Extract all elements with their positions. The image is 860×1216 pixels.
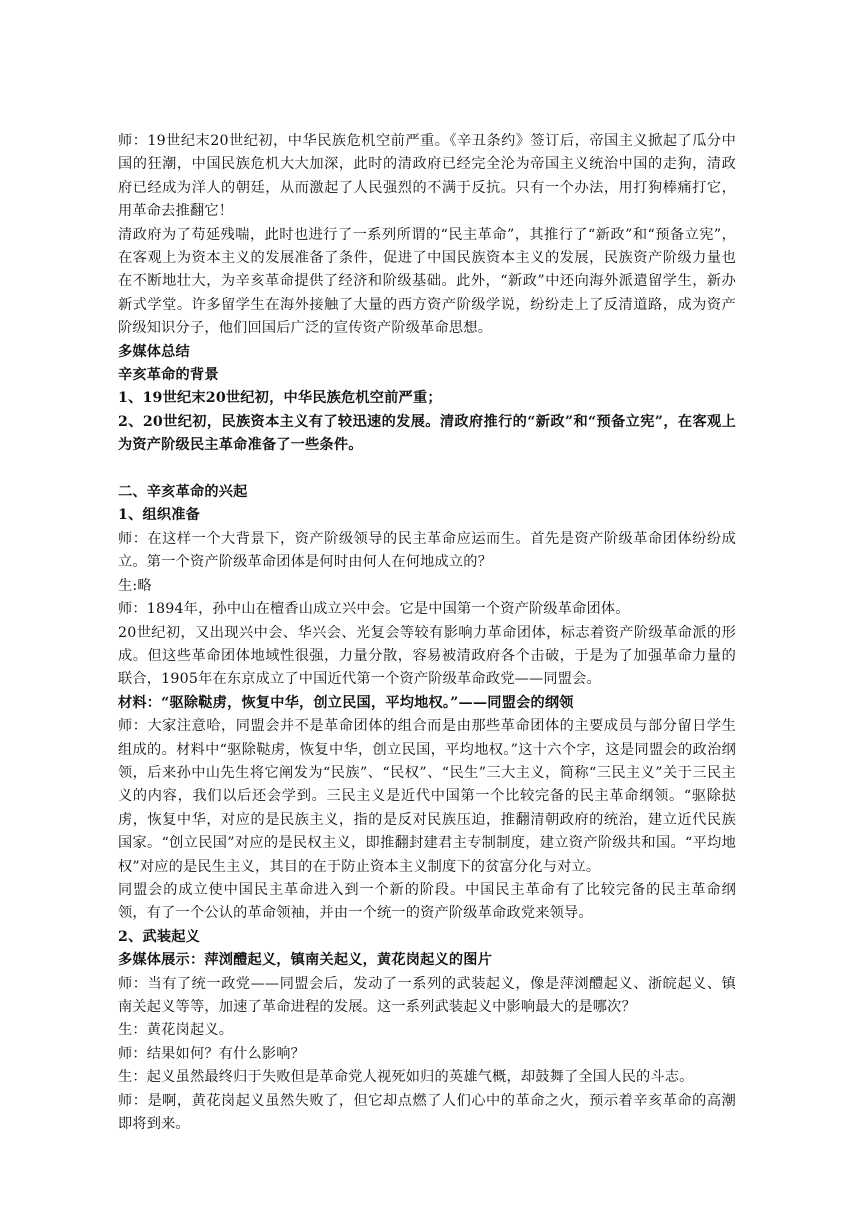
paragraph-new-stage: 同盟会的成立使中国民主革命进入到一个新的阶段。中国民主革命有了比较完备的民主革命纲领，有了一个公认的革命领袖，并由一个统一的资产阶级革命政党来领导。: [118, 881, 736, 922]
paragraph-background-crisis: 师：19世纪末20世纪初，中华民族危机空前严重。《辛丑条约》签订后，帝国主义掀起了瓜分中国的狂潮，中国民族危机大大加深，此时的清政府已经完全沦为帝国主义统治中国的走狗，清政府已经成为洋人的朝廷，从而激起了人民强烈的不满于反抗。只有一个办法，用打狗棒痛打它，用革命去推翻它！: [118, 133, 736, 220]
subheading-armed-uprisings: 2、武装起义: [118, 928, 201, 945]
multimedia-display-line: 多媒体展示：萍浏醴起义，镇南关起义，黄花岗起义的图片: [118, 952, 493, 969]
heading-multimedia-summary: 多媒体总结: [118, 343, 190, 360]
blank-line: [118, 458, 736, 481]
paragraph-tongmenghui-founding: 20世纪初，又出现兴中会、华兴会、光复会等较有影响力革命团体，标志着资产阶级革命派的形成。但这些革命团体地域性很强，力量分散，容易被清政府各个击破，于是为了加强革命力量的联合，1905年在东京成立了中国近代第一个资产阶级革命政党——同盟会。: [118, 624, 736, 688]
paragraph-student-answer: 生:略: [118, 577, 152, 594]
paragraph-xingzhonghui: 师：1894年，孙中山在檀香山成立兴中会。它是中国第一个资产阶级革命团体。: [118, 601, 630, 618]
heading-revolution-background: 辛亥革命的背景: [118, 367, 219, 384]
paragraph-teacher-result: 师：结果如何？有什么影响？: [118, 1045, 306, 1062]
document-page: [118, 130, 736, 1136]
paragraph-teacher-question: 师：在这样一个大背景下，资产阶级领导的民主革命应运而生。首先是资产阶级革命团体纷纷成立。第一个资产阶级革命团体是何时由何人在何地成立的？: [118, 530, 736, 571]
subheading-organization: 1、组织准备: [118, 507, 201, 524]
section-heading-rise: 二、辛亥革命的兴起: [118, 484, 248, 501]
paragraph-student-huanghuagang: 生：黄花岗起义。: [118, 1022, 234, 1039]
paragraph-new-policy: 清政府为了苟延残喘，此时也进行了一系列所谓的“民主革命”，其推行了“新政”和“预备立宪”，在客观上为资本主义的发展准备了条件，促进了中国民族资本主义的发展，民族资产阶级力量也在不断地壮大，为辛亥革命提供了经济和阶级基础。此外，“新政”中还向海外派遣留学生，新办新式学堂。许多留学生在海外接触了大量的西方资产阶级学说，纷纷走上了反清道路，成为资产阶级知识分子，他们回国后广泛的宣传资产阶级革命思想。: [118, 226, 736, 337]
summary-point-1: 1、19世纪末20世纪初，中华民族危机空前严重；: [118, 390, 442, 407]
paragraph-three-principles: 师：大家注意哈，同盟会并不是革命团体的组合而是由那些革命团体的主要成员与部分留日学生组成的。材料中“驱除鞑虏，恢复中华，创立民国，平均地权。”这十六个字，这是同盟会的政治纲领，后来孙中山先生将它阐发为“民族”、“民权”、“民生”三大主义，简称“三民主义”关于三民主义的内容，我们以后还会学到。三民主义是近代中国第一个比较完备的民主革命纲领。“驱除挞虏，恢复中华，对应的是民族主义，指的是反对民族压迫，推翻清朝政府的统治，建立近代民族国家。“创立民国”对应的是民权主义，即推翻封建君主专制制度，建立资产阶级共和国。“平均地权”对应的是民生主义，其目的在于防止资本主义制度下的贫富分化与对立。: [118, 718, 736, 875]
summary-point-2: 2、20世纪初，民族资本主义有了较迅速的发展。清政府推行的“新政”和“预备立宪”，在客观上为资产阶级民主革命准备了一些条件。: [118, 413, 736, 454]
paragraph-teacher-conclusion: 师：是啊，黄花岗起义虽然失败了，但它却点燃了人们心中的革命之火，预示着辛亥革命的高潮即将到来。: [118, 1092, 736, 1133]
paragraph-student-influence: 生：起义虽然最终归于失败但是革命党人视死如归的英雄气概，却鼓舞了全国人民的斗志。: [118, 1069, 694, 1086]
material-program-quote: 材料：“驱除鞑虏，恢复中华，创立民国，平均地权。”——同盟会的纲领: [118, 694, 574, 711]
paragraph-uprisings-question: 师：当有了统一政党——同盟会后，发动了一系列的武装起义，像是萍浏醴起义、浙皖起义、镇南关起义等等，加速了革命进程的发展。这一系列武装起义中影响最大的是哪次？: [118, 975, 736, 1016]
